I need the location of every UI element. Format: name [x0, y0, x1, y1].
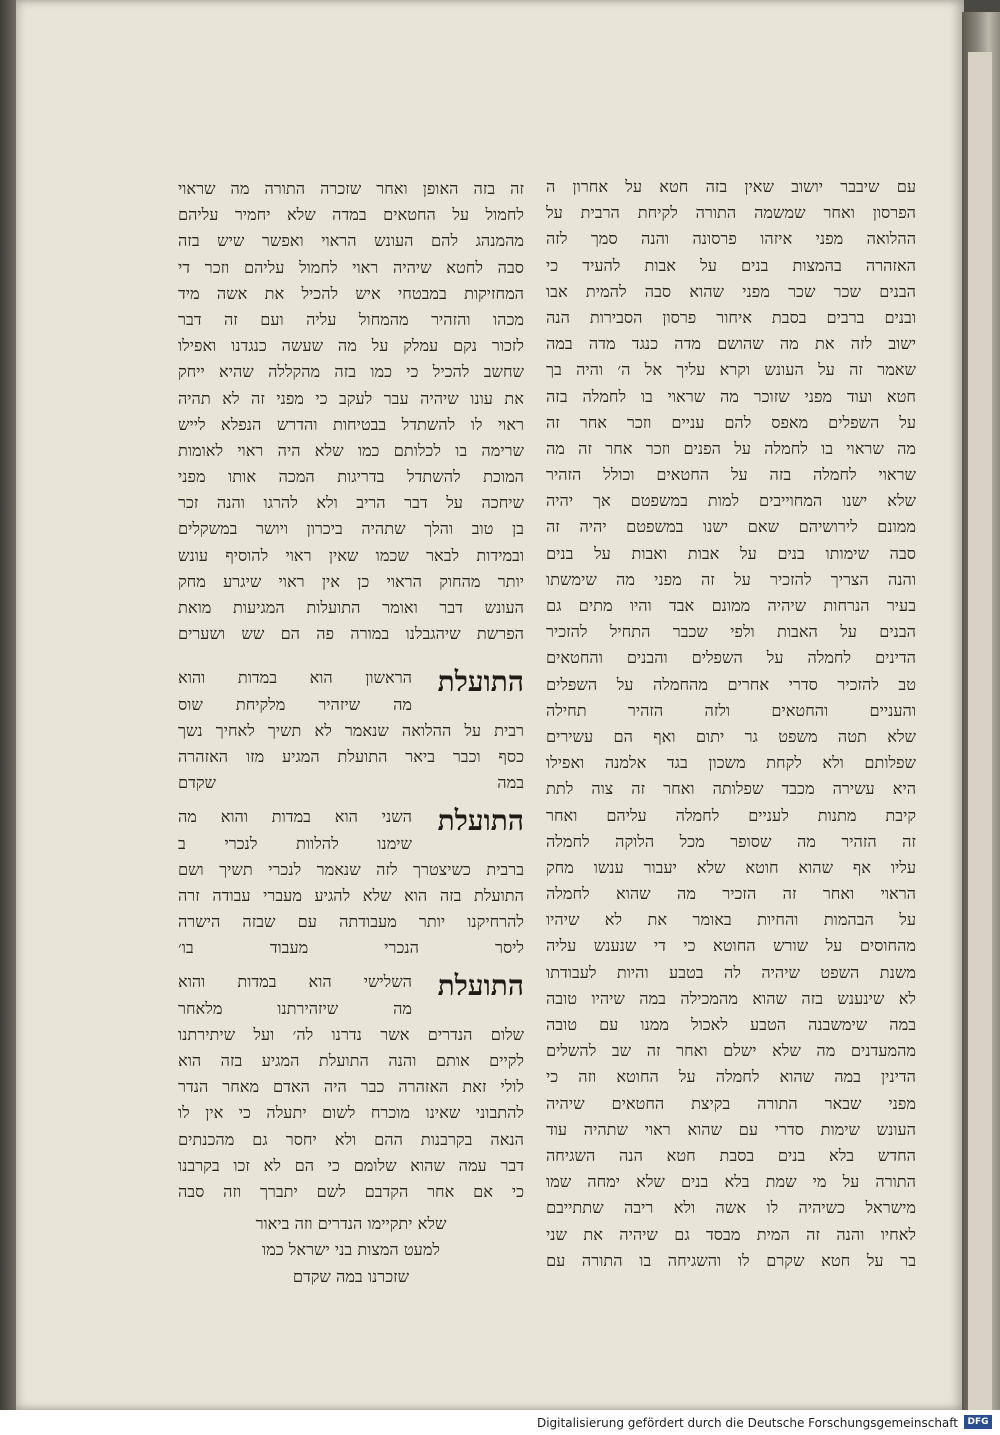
text-line: שלום הנדרים אשר נדרנו לה׳ ועל שיתירתנו: [178, 1024, 524, 1044]
text-line: ישוב לזה את מה שהושם מדה כנגד מדה במה: [546, 334, 916, 354]
next-page-sliver: [968, 52, 992, 1412]
dfg-logo-icon: DFG: [964, 1415, 992, 1429]
text-line: לא שינענש בזה שהוא מהמכילה במה שיהיו טובה: [546, 988, 916, 1008]
text-line: שלא יתקיימו הנדרים וזה ביאור: [255, 1214, 447, 1234]
text-line: התורה על מי שמת בלא בנים שלא ימחה שמו: [546, 1172, 916, 1192]
text-line: שאמר זה על העונש וקרא עליך אל ה׳ והיה בך: [546, 360, 916, 380]
text-line: ובמידות לבאר שכמו שאין ראוי להוסיף עונש: [178, 545, 524, 565]
text-line: הדינין במה שהוא לחמלה על החוטא וזה כי: [546, 1067, 916, 1087]
text-line: מה שיזהיר מלקיחת שוס: [178, 694, 412, 714]
text-line: זה בזה האופן ואחר שזכרה התורה מה שראוי: [178, 179, 524, 198]
text-line: דבר עמה שהוא שלומם כי הם לא זכו בקרבנו: [178, 1155, 524, 1175]
text-line: עם שיבבר יושוב שאין בזה חטא על אחרון ה: [546, 177, 916, 196]
text-line: הראשון הוא במדות והוא: [178, 668, 412, 688]
text-line: על הבהמות והחיות באומר את לא שיהיו: [546, 910, 916, 930]
text-line: שימנו להלוות לנכרי ב: [178, 833, 412, 853]
text-line: שלא תטה משפט גר יתום ואף הם עשירים: [546, 726, 916, 746]
text-line: סבה לחטא שיהיה ראוי לחמול עליהם וזכר די: [178, 257, 524, 277]
text-line: ליסר הנכרי מעבוד בו׳: [178, 938, 524, 958]
text-line: חטא ועוד מפני שזוכר מה שראוי בו לחמלה בזה: [546, 386, 916, 406]
text-line: קיבת מתנות לעניים לחמלה עליהם ואחר: [546, 805, 916, 825]
text-line: הפרסון ואחר שמשמה התורה לקיחת הרבית על: [546, 203, 916, 223]
text-line: כסף וכבר ביאר התועלת המגיע מזו האזהרה: [178, 746, 524, 766]
benefit-section: [178, 969, 524, 1205]
text-line: ההלואה מפני איזהו פרסונה והנה סמך לזה: [546, 229, 916, 249]
text-line: במה שקדם: [178, 773, 524, 793]
text-line: בר על חטא שקרם לו והשגיחה בו התורה עם: [546, 1250, 916, 1270]
text-line: מפני שבאר התורה בקיצת החטאים שיהיה: [546, 1093, 916, 1113]
text-line: למעט המצות בני ישראל כמו: [262, 1240, 440, 1260]
text-line: לאחיו והנה זה המית מבסד גם שיהיה את שני: [546, 1224, 916, 1244]
text-line: משנת השפט שיהיה לה בטבע והיות לעבודתו: [546, 962, 916, 982]
text-line: מישראל כשיהיה לו אשה ולא ריבה שתתייבם: [546, 1198, 916, 1218]
text-line: שפלותם ולא לקחת משכון בגד אלמנה ואפילו: [546, 753, 916, 773]
text-line: שחשב להכיל כי כמו בזה מהקללה שהיא ייחק: [178, 362, 524, 382]
section-heading: התועלת: [437, 969, 524, 1003]
text-line: היא עשירה מכבד שפלותה ואחר זה צוה לתת: [546, 779, 916, 799]
text-line: השני הוא במדות והוא מה: [178, 807, 412, 827]
text-line: על השפלים מאפס להם עניים וזכר אחר זה: [546, 412, 916, 432]
text-line: את עונו שיהיה עבר לעקב כי מפני זה לא תהיה: [178, 388, 524, 408]
text-line: הבנים שכר שכר מפני שהוא סבה להמית אבו: [546, 281, 916, 301]
text-line: הראוי ואחר זה הזכיר מה שהוא לחמלה: [546, 884, 916, 904]
text-line: ראוי לו להשתדל בבטיחות והדרש הנפלא לייש: [178, 414, 524, 434]
text-line: ברבית כשיצטרך לזה שנאמר לנכרי תשיך ושם: [178, 859, 524, 879]
text-line: השלישי הוא במדות והוא: [178, 972, 412, 992]
text-line: והנה הצריך להזכיר על זה מפני מה שימשתו: [546, 569, 916, 589]
benefit-section: [178, 1211, 524, 1290]
text-line: המוכת להשתדל בדריגות המכה אותו מפני: [178, 467, 524, 487]
text-line: מכהו והזהיר מהמחול עליה ועם זה דבר: [178, 309, 524, 329]
text-line: שראוי לחמלה בזה על החטאים וכולל הזהיר: [546, 465, 916, 485]
left-text-column: [178, 176, 524, 1290]
text-line: הבנים על האבות ולפי שכבר התחיל להזכיר: [546, 622, 916, 642]
text-line: טב להזכיר סדרי אחרים מהחמלה על השפלים: [546, 674, 916, 694]
text-line: שלא ישנו המחוייבים למות במשפטם אך יהיה: [546, 491, 916, 511]
text-line: להרחיקנו יותר מעבודתה עם שבזה הישרה: [178, 912, 524, 932]
text-line: ממונם לירושיהם שאם ישנו במשפטם יהיה זה: [546, 517, 916, 537]
text-line: יותר מהחוק הראוי כן אין ראוי שיגרע מחק: [178, 571, 524, 591]
text-line: ובנים ברבים בסבת איחור פרסון הסבירות הנה: [546, 307, 916, 327]
text-line: זה הזהיר מה שסופר מכל הלוקה לחמלה: [546, 831, 916, 851]
text-line: שיחכה על דבר הריב ולא להרגו והנה זכר: [178, 493, 524, 513]
benefit-sections: [178, 665, 524, 1289]
benefit-section: [178, 665, 524, 796]
text-line: שזכרנו במה שקדם: [292, 1266, 410, 1286]
text-line: סבה שימותו בנים על אבות ואבות על בנים: [546, 543, 916, 563]
right-page-edge: [962, 12, 1000, 1410]
text-line: רבית על ההלואה שנאמר לא תשיך לאחיך נשך: [178, 720, 524, 740]
text-line: במה שימשבנה הטבע לאכול ממנו עם טובה: [546, 1015, 916, 1034]
text-line: לקיים אותם והנה התועלת המגיע בזה הוא: [178, 1051, 524, 1070]
text-line: הדינים לחמלה על השפלים והבנים והחטאים: [546, 648, 916, 668]
text-line: מהמעדנים מה שלא ישלם ואחר זה שב להשלים: [546, 1041, 916, 1061]
benefit-section: [178, 804, 524, 961]
text-line: מהמנהג להם העונש הראוי ואפשר שיש בזה: [178, 231, 524, 251]
text-line: הנאה בקרבנות ההם ולא יחסר גם מהכנתים: [178, 1129, 524, 1149]
text-line: מה שיזהירתנו מלאחר: [178, 998, 412, 1018]
text-line: התועלת בזה הוא שלא להגיע מעברי עבודה זרה: [178, 885, 524, 905]
text-line: מה שראוי בו לחמלה על הפנים וזכר אחר זה מה: [546, 438, 916, 458]
right-text-column: [546, 174, 916, 1274]
text-line: לחמול על החטאים במדה שלא יחמיר עליהם: [178, 205, 524, 225]
text-line: עליו אף שהוא חוטא שלא יעבור ענשו מחק: [546, 857, 916, 877]
text-line: האזהרה בהמצות בנים על אבות להעיד כי: [546, 255, 916, 275]
text-line: העונש שימות סדרי עם שהוא ראוי שתהיה עוד: [546, 1119, 916, 1139]
digitization-footer: [0, 1410, 1000, 1435]
text-line: לזכור נקם עמלק על מה שעשה כנגדנו ואפילו: [178, 336, 524, 356]
text-line: מהחוסים על שורש החוטא כי די שנענש עליה: [546, 936, 916, 956]
text-line: לולי זאת האזהרה כבר היה האדם מאחר הנדר: [178, 1077, 524, 1097]
text-line: והעניים והחטאים ולזה הזהיר תחילה: [546, 700, 916, 720]
text-line: בעיר הנרחות שיהיה ממונם אבד והיו מתים גם: [546, 596, 916, 615]
section-heading: התועלת: [437, 665, 524, 699]
funding-credit: Digitalisierung gefördert durch die Deutsche Forschungsgemeinschaft: [536, 1416, 958, 1430]
text-line: העונש דבר ואומר התועלות המגיעות מואת: [178, 598, 524, 617]
text-line: הפרשת שיהגבלנו במורה פה הם שש ושערים: [178, 624, 524, 644]
text-line: שרימה בו לכלותם כמו שלא היה ראוי לאומות: [178, 440, 524, 460]
text-line: להתבוני שאינו מוכרח לשום יתעלה כי אין לו: [178, 1103, 524, 1123]
left-intro-text: [178, 176, 524, 647]
text-line: המחזיקות במבטחי איש להכיל את אשה מיד: [178, 283, 524, 303]
section-heading: התועלת: [437, 804, 524, 838]
text-line: החדש בלא בנים בסבת חטא הנה השגיחה: [546, 1145, 916, 1165]
text-line: כי אם אחר הקדבם לשם יתברך וזה סבה: [178, 1181, 524, 1201]
text-line: בן טוב והלך שתהיה ביכרון ויושר במשקלים: [178, 519, 524, 539]
